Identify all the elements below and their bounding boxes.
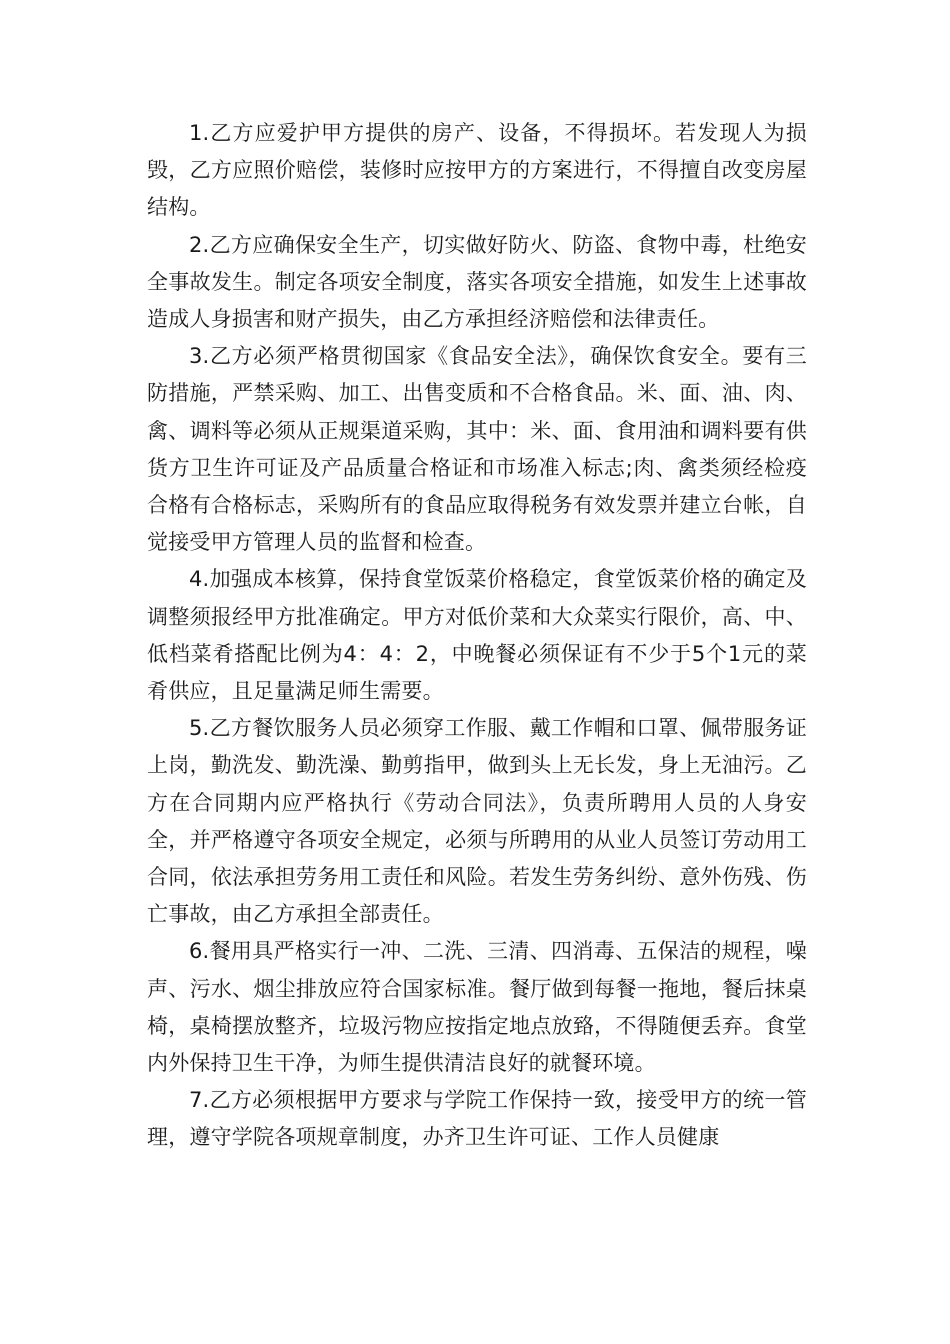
- clause-2-paragraph: 2.乙方应确保安全生产，切实做好防火、防盗、食物中毒，杜绝安全事故发生。制定各项安全制度，落实各项安全措施，如发生上述事故造成人身损害和财产损失，由乙方承担经济赔偿和法律责任。: [147, 232, 807, 332]
- clause-5-paragraph: 5.乙方餐饮服务人员必须穿工作服、戴工作帽和口罩、佩带服务证上岗，勤洗发、勤洗澡、勤剪指甲，做到头上无长发，身上无油污。乙方在合同期内应严格执行《劳动合同法》，负责所聘用人员的人身安全，并严格遵守各项安全规定，必须与所聘用的从业人员签订劳动用工合同，依法承担劳务用工责任和风险。若发生劳务纠纷、意外伤残、伤亡事故，由乙方承担全部责任。: [147, 716, 807, 927]
- clause-6-paragraph: 6.餐用具严格实行一冲、二洗、三清、四消毒、五保洁的规程，噪声、污水、烟尘排放应符合国家标准。餐厅做到每餐一拖地，餐后抹桌椅，桌椅摆放整齐，垃圾污物应按指定地点放臵，不得随便丢弃。食堂内外保持卫生干净，为师生提供清洁良好的就餐环境。: [147, 939, 807, 1076]
- clause-1-paragraph: 1.乙方应爱护甲方提供的房产、设备，不得损坏。若发现人为损毁，乙方应照价赔偿，装修时应按甲方的方案进行，不得擅自改变房屋结构。: [147, 121, 807, 220]
- document-body: [147, 115, 807, 1157]
- clause-7-paragraph: 7.乙方必须根据甲方要求与学院工作保持一致，接受甲方的统一管理，遵守学院各项规章制度，办齐卫生许可证、工作人员健康: [147, 1088, 807, 1150]
- clause-4-paragraph: 4.加强成本核算，保持食堂饭菜价格稳定，食堂饭菜价格的确定及调整须报经甲方批准确定。甲方对低价菜和大众菜实行限价，高、中、低档菜肴搭配比例为4：4：2，中晚餐必须保证有不少于5个1元的菜肴供应，且足量满足师生需要。: [147, 567, 807, 704]
- clause-3-paragraph: 3.乙方必须严格贯彻国家《食品安全法》，确保饮食安全。要有三防措施，严禁采购、加工、出售变质和不合格食品。米、面、油、肉、禽、调料等必须从正规渠道采购，其中：米、面、食用油和调料要有供货方卫生许可证及产品质量合格证和市场准入标志;肉、禽类须经检疫合格有合格标志，采购所有的食品应取得税务有效发票并建立台帐，自觉接受甲方管理人员的监督和检查。: [147, 344, 807, 555]
